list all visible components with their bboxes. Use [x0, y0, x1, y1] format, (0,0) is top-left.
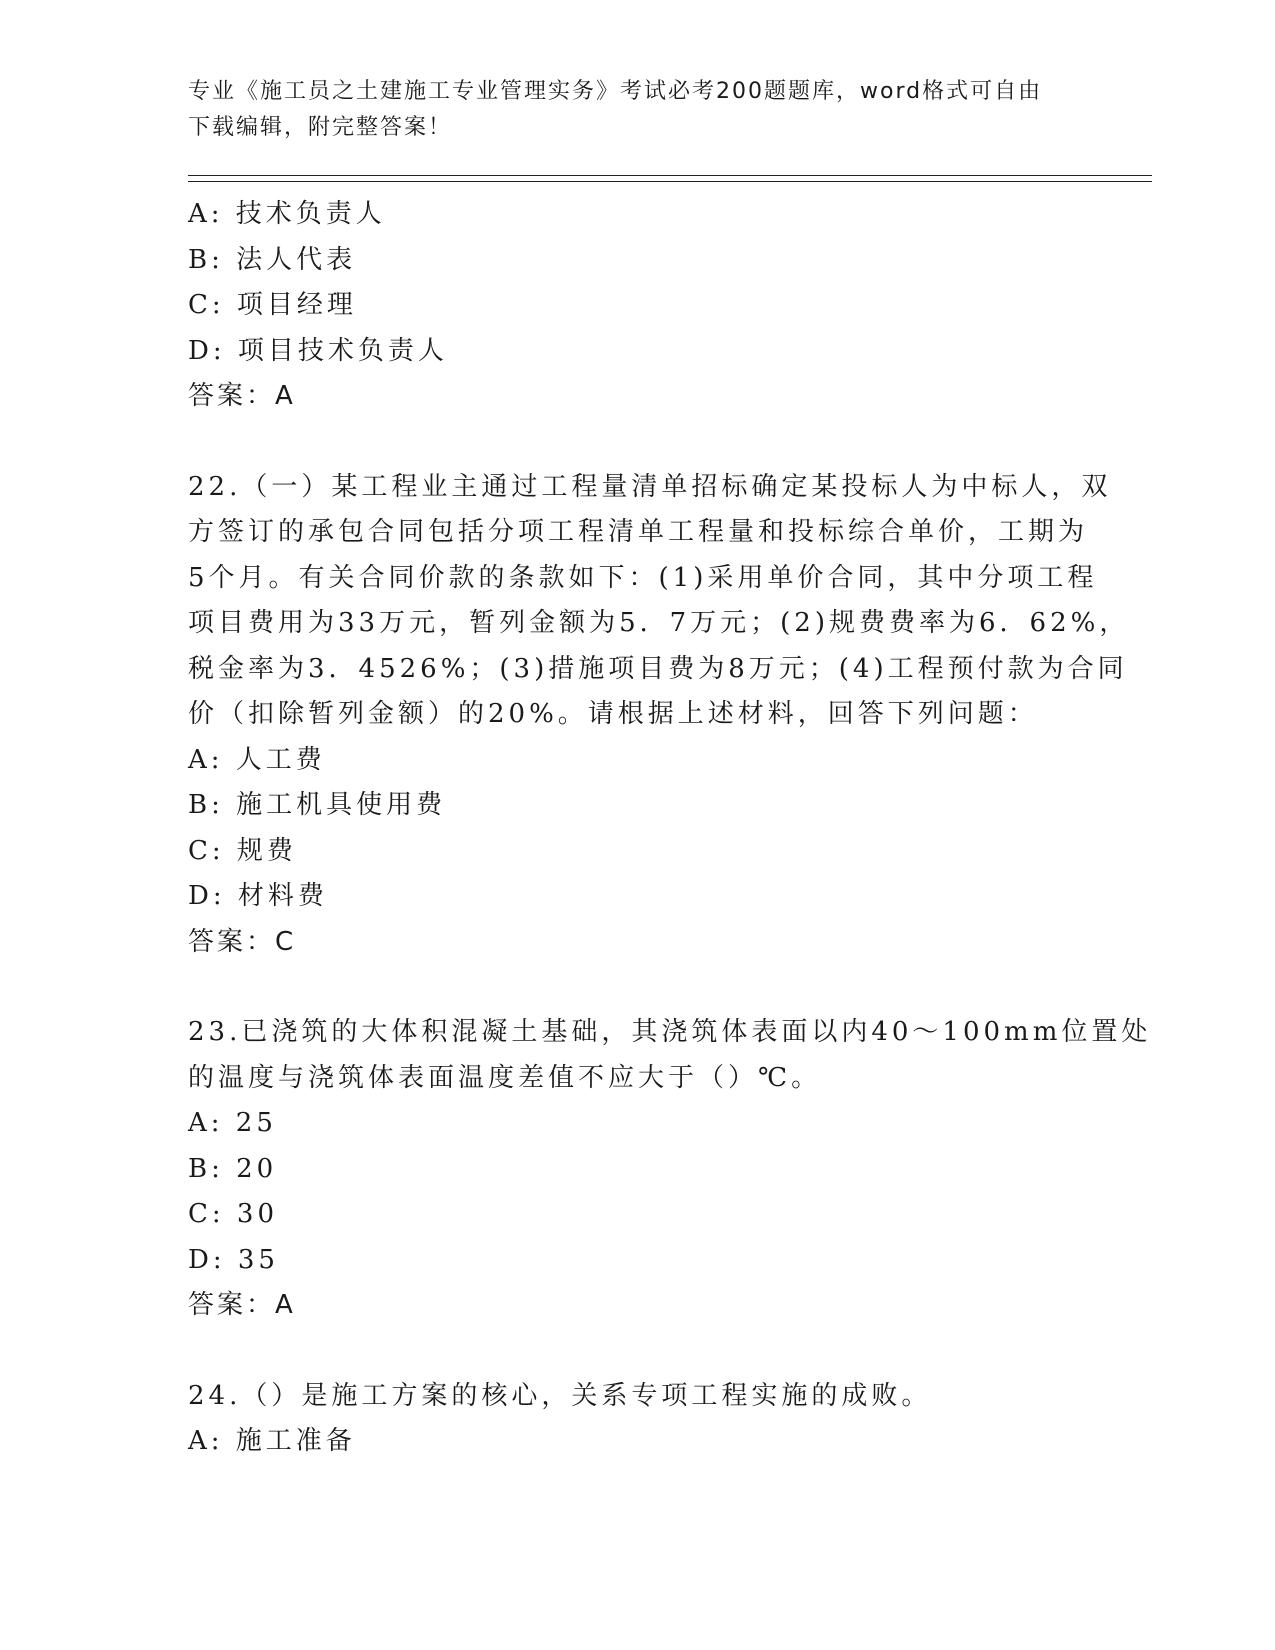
header-divider-top — [188, 175, 1152, 176]
spacer — [188, 965, 1088, 1010]
answer: 答案：C — [188, 926, 297, 957]
question-stem-line: 22.（一）某工程业主通过工程量清单招标确定某投标人为中标人，双 — [188, 471, 1112, 502]
question-23 — [188, 1010, 1152, 1329]
option-b: B: 法人代表 — [188, 244, 357, 275]
question-stem-line: 价（扣除暂列金额）的20%。请根据上述材料，回答下列问题： — [188, 699, 1038, 729]
question-22 — [188, 465, 1130, 966]
header-line-1: 专业《施工员之土建施工专业管理实务》考试必考200题题库，word格式可自由 — [188, 79, 1043, 104]
option-a: A: 施工准备 — [188, 1426, 356, 1456]
option-d: D: 35 — [188, 1244, 279, 1275]
question-stem-line: 24.（）是施工方案的核心，关系专项工程实施的成败。 — [188, 1380, 932, 1411]
option-b: B: 20 — [188, 1153, 278, 1184]
header-line-2: 下载编辑，附完整答案！ — [188, 115, 453, 140]
option-a: A: 人工费 — [188, 744, 326, 775]
option-c: C: 项目经理 — [188, 290, 357, 320]
question-stem-line: 5个月。有关合同价款的条款如下：(1)采用单价合同，其中分项工程 — [188, 562, 1098, 593]
question-stem-line: 税金率为3．4526%；(3)措施项目费为8万元；(4)工程预付款为合同 — [188, 653, 1128, 684]
option-a: A: 25 — [188, 1108, 277, 1138]
question-stem-line: 的温度与浇筑体表面温度差值不应大于（）℃。 — [188, 1062, 822, 1093]
option-c: C: 规费 — [188, 835, 297, 866]
question-24 — [188, 1374, 1088, 1465]
option-c: C: 30 — [188, 1199, 279, 1229]
question-stem-line: 项目费用为33万元，暂列金额为5．7万元；(2)规费费率为6．62%， — [188, 608, 1130, 638]
option-b: B: 施工机具使用费 — [188, 790, 447, 820]
answer: 答案：A — [188, 381, 296, 411]
header-divider-bottom — [188, 181, 1152, 182]
option-a: A: 技术负责人 — [188, 199, 386, 229]
question-stem-line: 方签订的承包合同包括分项工程清单工程量和投标综合单价，工期为 — [188, 517, 1089, 547]
answer: 答案：A — [188, 1290, 296, 1320]
option-d: D: 项目技术负责人 — [188, 335, 448, 366]
question-list — [188, 192, 1152, 1465]
spacer — [188, 1329, 1088, 1374]
document-header — [188, 74, 1068, 146]
option-d: D: 材料费 — [188, 881, 328, 911]
spacer — [188, 420, 1088, 465]
question-stem-line: 23.已浇筑的大体积混凝土基础，其浇筑体表面以内40～100mm位置处 — [188, 1017, 1152, 1047]
question-21 — [188, 192, 1088, 420]
